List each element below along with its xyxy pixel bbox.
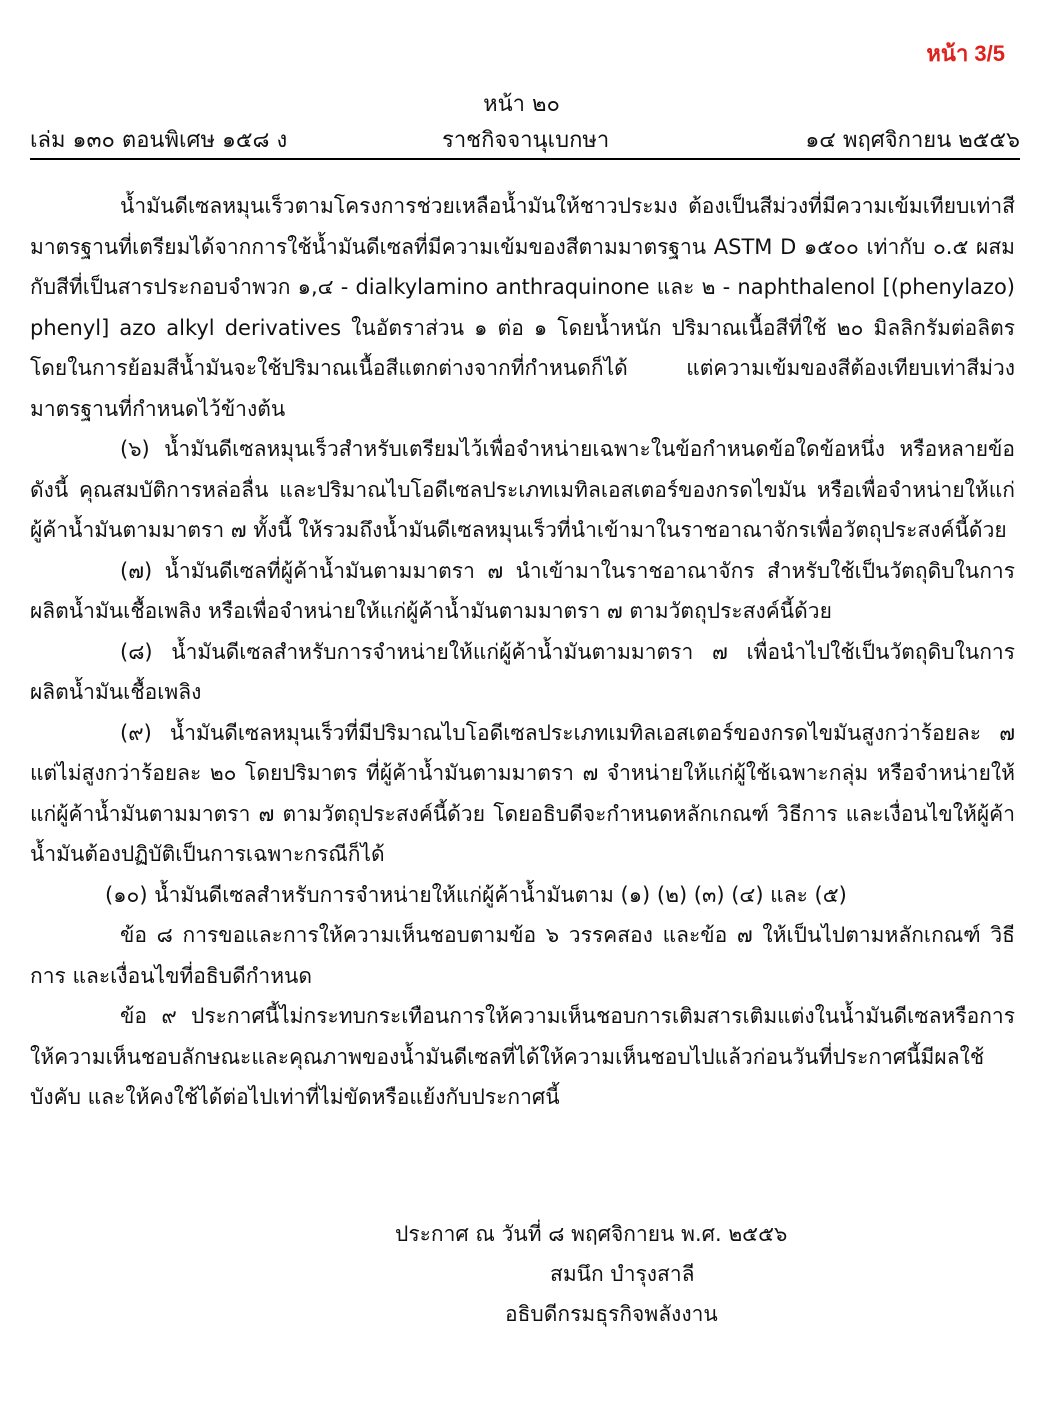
gazette-volume-issue: เล่ม ๑๓๐ ตอนพิเศษ ๑๕๘ ง <box>30 128 288 153</box>
document-body <box>30 186 1015 1118</box>
gazette-page-number: หน้า ๒๐ <box>483 92 560 117</box>
paragraph-clause-8: ข้อ ๘ การขอและการให้ความเห็นชอบตามข้อ ๖ วรรคสอง และข้อ ๗ ให้เป็นไปตามหลักเกณฑ์ วิธีการ และเงื่อนไขที่อธิบดีกำหนด <box>30 923 1015 988</box>
gazette-publication: ราชกิจจานุเบกษา <box>442 128 610 153</box>
gazette-date: ๑๔ พฤศจิกายน ๒๕๕๖ <box>805 128 1020 153</box>
signatory-title: อธิบดีกรมธุรกิจพลังงาน <box>505 1302 718 1326</box>
announcement-date: ประกาศ ณ วันที่ ๘ พฤศจิกายน พ.ศ. ๒๕๕๖ <box>395 1222 788 1246</box>
signature-block <box>360 1214 900 1334</box>
gazette-header <box>30 122 1020 154</box>
paragraph-item-8: (๘) น้ำมันดีเซลสำหรับการจำหน่ายให้แก่ผู้ค้าน้ำมันตามมาตรา ๗ เพื่อนำไปใช้เป็นวัตถุดิบในการผลิตน้ำมันเชื้อเพลิง <box>30 639 1015 704</box>
header-divider <box>30 158 1020 160</box>
paragraph-item-6: (๖) น้ำมันดีเซลหมุนเร็วสำหรับเตรียมไว้เพื่อจำหน่ายเฉพาะในข้อกำหนดข้อใดข้อหนึ่ง หรือหลายข้อ ดังนี้ คุณสมบัติการหล่อลื่น และปริมาณไบโอดีเซลประเภทเมทิลเอสเตอร์ของกรดไขมัน หรือเพื่อจำหน่ายให้แก่ผู้ค้าน้ำมันตามมาตรา ๗ ทั้งนี้ ให้รวมถึงน้ำมันดีเซลหมุนเร็วที่นำเข้ามาในราชอาณาจักรเพื่อวัตถุประสงค์นี้ด้วย <box>30 437 1015 542</box>
paragraph-item-10: (๑๐) น้ำมันดีเซลสำหรับการจำหน่ายให้แก่ผู้ค้าน้ำมันตาม (๑) (๒) (๓) (๔) และ (๕) <box>105 882 847 907</box>
paragraph-dye-spec: น้ำมันดีเซลหมุนเร็วตามโครงการช่วยเหลือน้ำมันให้ชาวประมง ต้องเป็นสีม่วงที่มีความเข้มเทียบเท่าสีมาตรฐานที่เตรียมได้จากการใช้น้ำมันดีเซลที่มีความเข้มของสีตามมาตรฐาน ASTM D ๑๕๐๐ เท่ากับ ๐.๕ ผสมกับสีที่เป็นสารประกอบจำพวก ๑,๔ - dialkylamino anthraquinone และ ๒ - naphthalenol [(phenylazo) phenyl] azo alkyl derivatives ในอัตราส่วน ๑ ต่อ ๑ โดยน้ำหนัก ปริมาณเนื้อสีที่ใช้ ๒๐ มิลลิกรัมต่อลิตร โดยในการย้อมสีน้ำมันจะใช้ปริมาณเนื้อสีแตกต่างจากที่กำหนดก็ได้ แต่ความเข้มของสีต้องเทียบเท่าสีม่วงมาตรฐานที่กำหนดไว้ข้างต้น <box>30 194 1015 421</box>
paragraph-clause-9: ข้อ ๙ ประกาศนี้ไม่กระทบกระเทือนการให้ความเห็นชอบการเติมสารเติมแต่งในน้ำมันดีเซลหรือการให้ความเห็นชอบลักษณะและคุณภาพของน้ำมันดีเซลที่ได้ให้ความเห็นชอบไปแล้วก่อนวันที่ประกาศนี้มีผลใช้บังคับ และให้คงใช้ได้ต่อไปเท่าที่ไม่ขัดหรือแย้งกับประกาศนี้ <box>30 1004 1015 1109</box>
paragraph-item-7: (๗) น้ำมันดีเซลที่ผู้ค้าน้ำมันตามมาตรา ๗ นำเข้ามาในราชอาณาจักร สำหรับใช้เป็นวัตถุดิบในการผลิตน้ำมันเชื้อเพลิง หรือเพื่อจำหน่ายให้แก่ผู้ค้าน้ำมันตามมาตรา ๗ ตามวัตถุประสงค์นี้ด้วย <box>30 558 1015 623</box>
paragraph-item-9: (๙) น้ำมันดีเซลหมุนเร็วที่มีปริมาณไบโอดีเซลประเภทเมทิลเอสเตอร์ของกรดไขมันสูงกว่าร้อยละ ๗ แต่ไม่สูงกว่าร้อยละ ๒๐ โดยปริมาตร ที่ผู้ค้าน้ำมันตามมาตรา ๗ จำหน่ายให้แก่ผู้ใช้เฉพาะกลุ่ม หรือจำหน่ายให้แก่ผู้ค้าน้ำมันตามมาตรา ๗ ตามวัตถุประสงค์นี้ด้วย โดยอธิบดีจะกำหนดหลักเกณฑ์ วิธีการ และเงื่อนไขให้ผู้ค้าน้ำมันต้องปฏิบัติเป็นการเฉพาะกรณีก็ได้ <box>30 720 1015 866</box>
page-marker: หน้า 3/5 <box>926 41 1005 66</box>
signatory-name: สมนึก บำรุงสาลี <box>550 1262 695 1286</box>
